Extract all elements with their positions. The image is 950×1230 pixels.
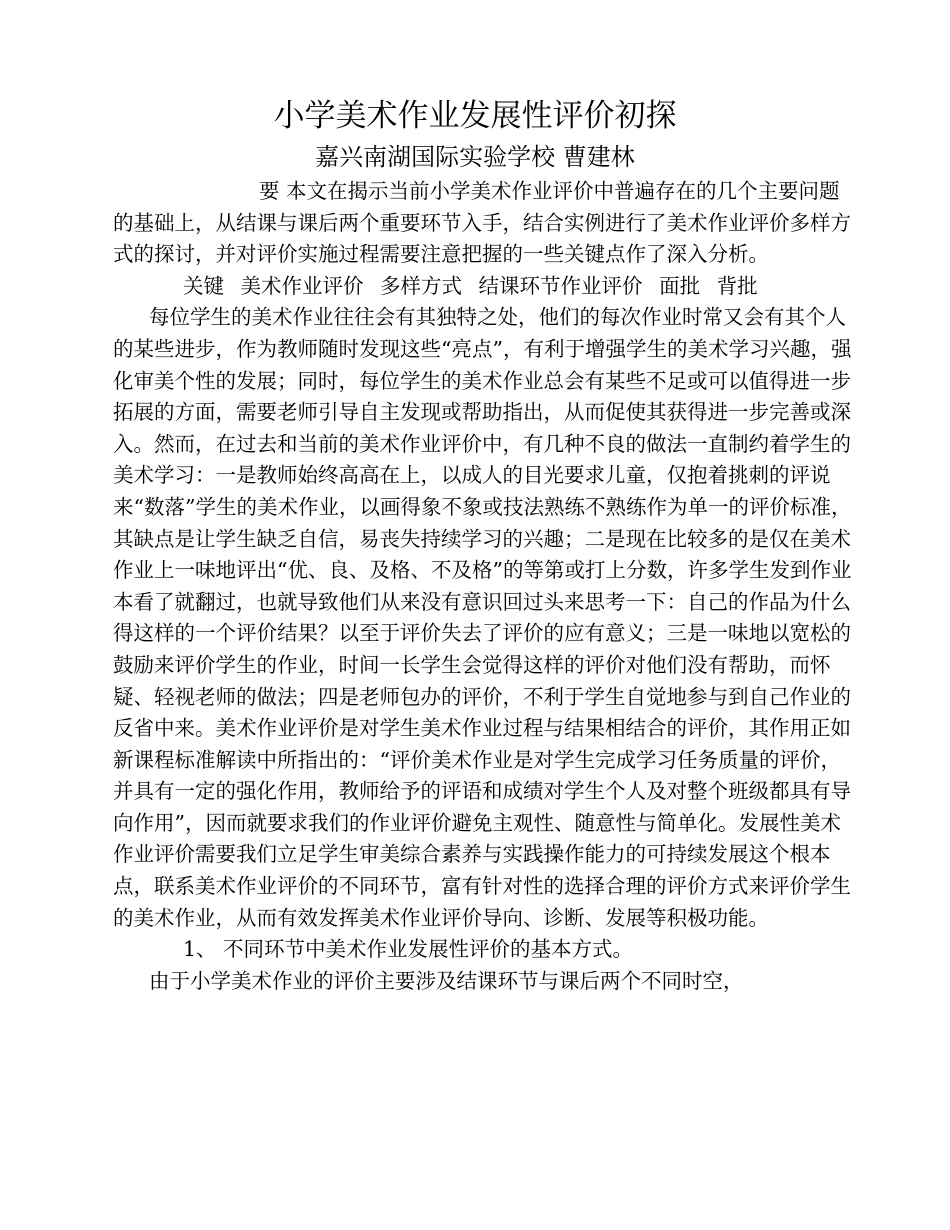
body-paragraph-1: 每位学生的美术作业往往会有其独特之处，他们的每次作业时常又会有其个人的某些进步，作为教师随时发现这些“亮点”，有利于增强学生的美术学习兴趣，强化审美个性的发展；同时，每位学生的美术作业总会有某些不足或可以值得进一步拓展的方面，需要老师引导自主发现或帮助指出，从而促使其获得进一步完善或深入。然而，在过去和当前的美术作业评价中，有几种不良的做法一直制约着学生的美术学习：一是教师始终高高在上，以成人的目光要求儿童，仅抱着挑刺的评说来“数落”学生的美术作业，以画得象不象或技法熟练不熟练作为单一的评价标准，其缺点是让学生缺乏自信，易丧失持续学习的兴趣；二是现在比较多的是仅在美术作业上一味地评出“优、良、及格、不及格”的等第或打上分数，许多学生发到作业本看了就翻过，也就导致他们从来没有意识回过头来思考一下：自己的作品为什么得这样的一个评价结果？以至于评价失去了评价的应有意义；三是一味地以宽松的鼓励来评价学生的作业，时间一长学生会觉得这样的评价对他们没有帮助，而怀疑、轻视老师的做法；四是老师包办的评价，不利于学生自觉地参与到自己作业的反省中来。美术作业评价是对学生美术作业过程与结果相结合的评价，其作用正如新课程标准解读中所指出的：“评价美术作业是对学生完成学习任务质量的评价，并具有一定的强化作用，教师给予的评语和成绩对学生个人及对整个班级都具有导向作用”，因而就要求我们的作业评价避免主观性、随意性与简单化。发展性美术作业评价需要我们立足学生审美综合素养与实践操作能力的可持续发展这个根本点，联系美术作业评价的不同环节，富有针对性的选择合理的评价方式来评价学生的美术作业，从而有效发挥美术作业评价导向、诊断、发展等积极功能。 [113, 305, 852, 930]
keywords-paragraph: 关键 美术作业评价 多样方式 结课环节作业评价 面批 背批 [183, 273, 758, 298]
body-paragraph-2: 由于小学美术作业的评价主要涉及结课环节与课后两个不同时空， [149, 968, 744, 993]
section-heading-1: 1、 不同环节中美术作业发展性评价的基本方式。 [183, 937, 634, 962]
document-author: 嘉兴南湖国际实验学校 曹建林 [315, 143, 635, 171]
document-title: 小学美术作业发展性评价初探 [273, 98, 677, 134]
abstract-paragraph: 要 本文在揭示当前小学美术作业评价中普遍存在的几个主要问题的基础上，从结课与课后两个重要环节入手，结合实例进行了美术作业评价多样方式的探讨，并对评价实施过程需要注意把握的一些关键点作了深入分析。 [113, 179, 851, 267]
document-body [113, 176, 853, 997]
